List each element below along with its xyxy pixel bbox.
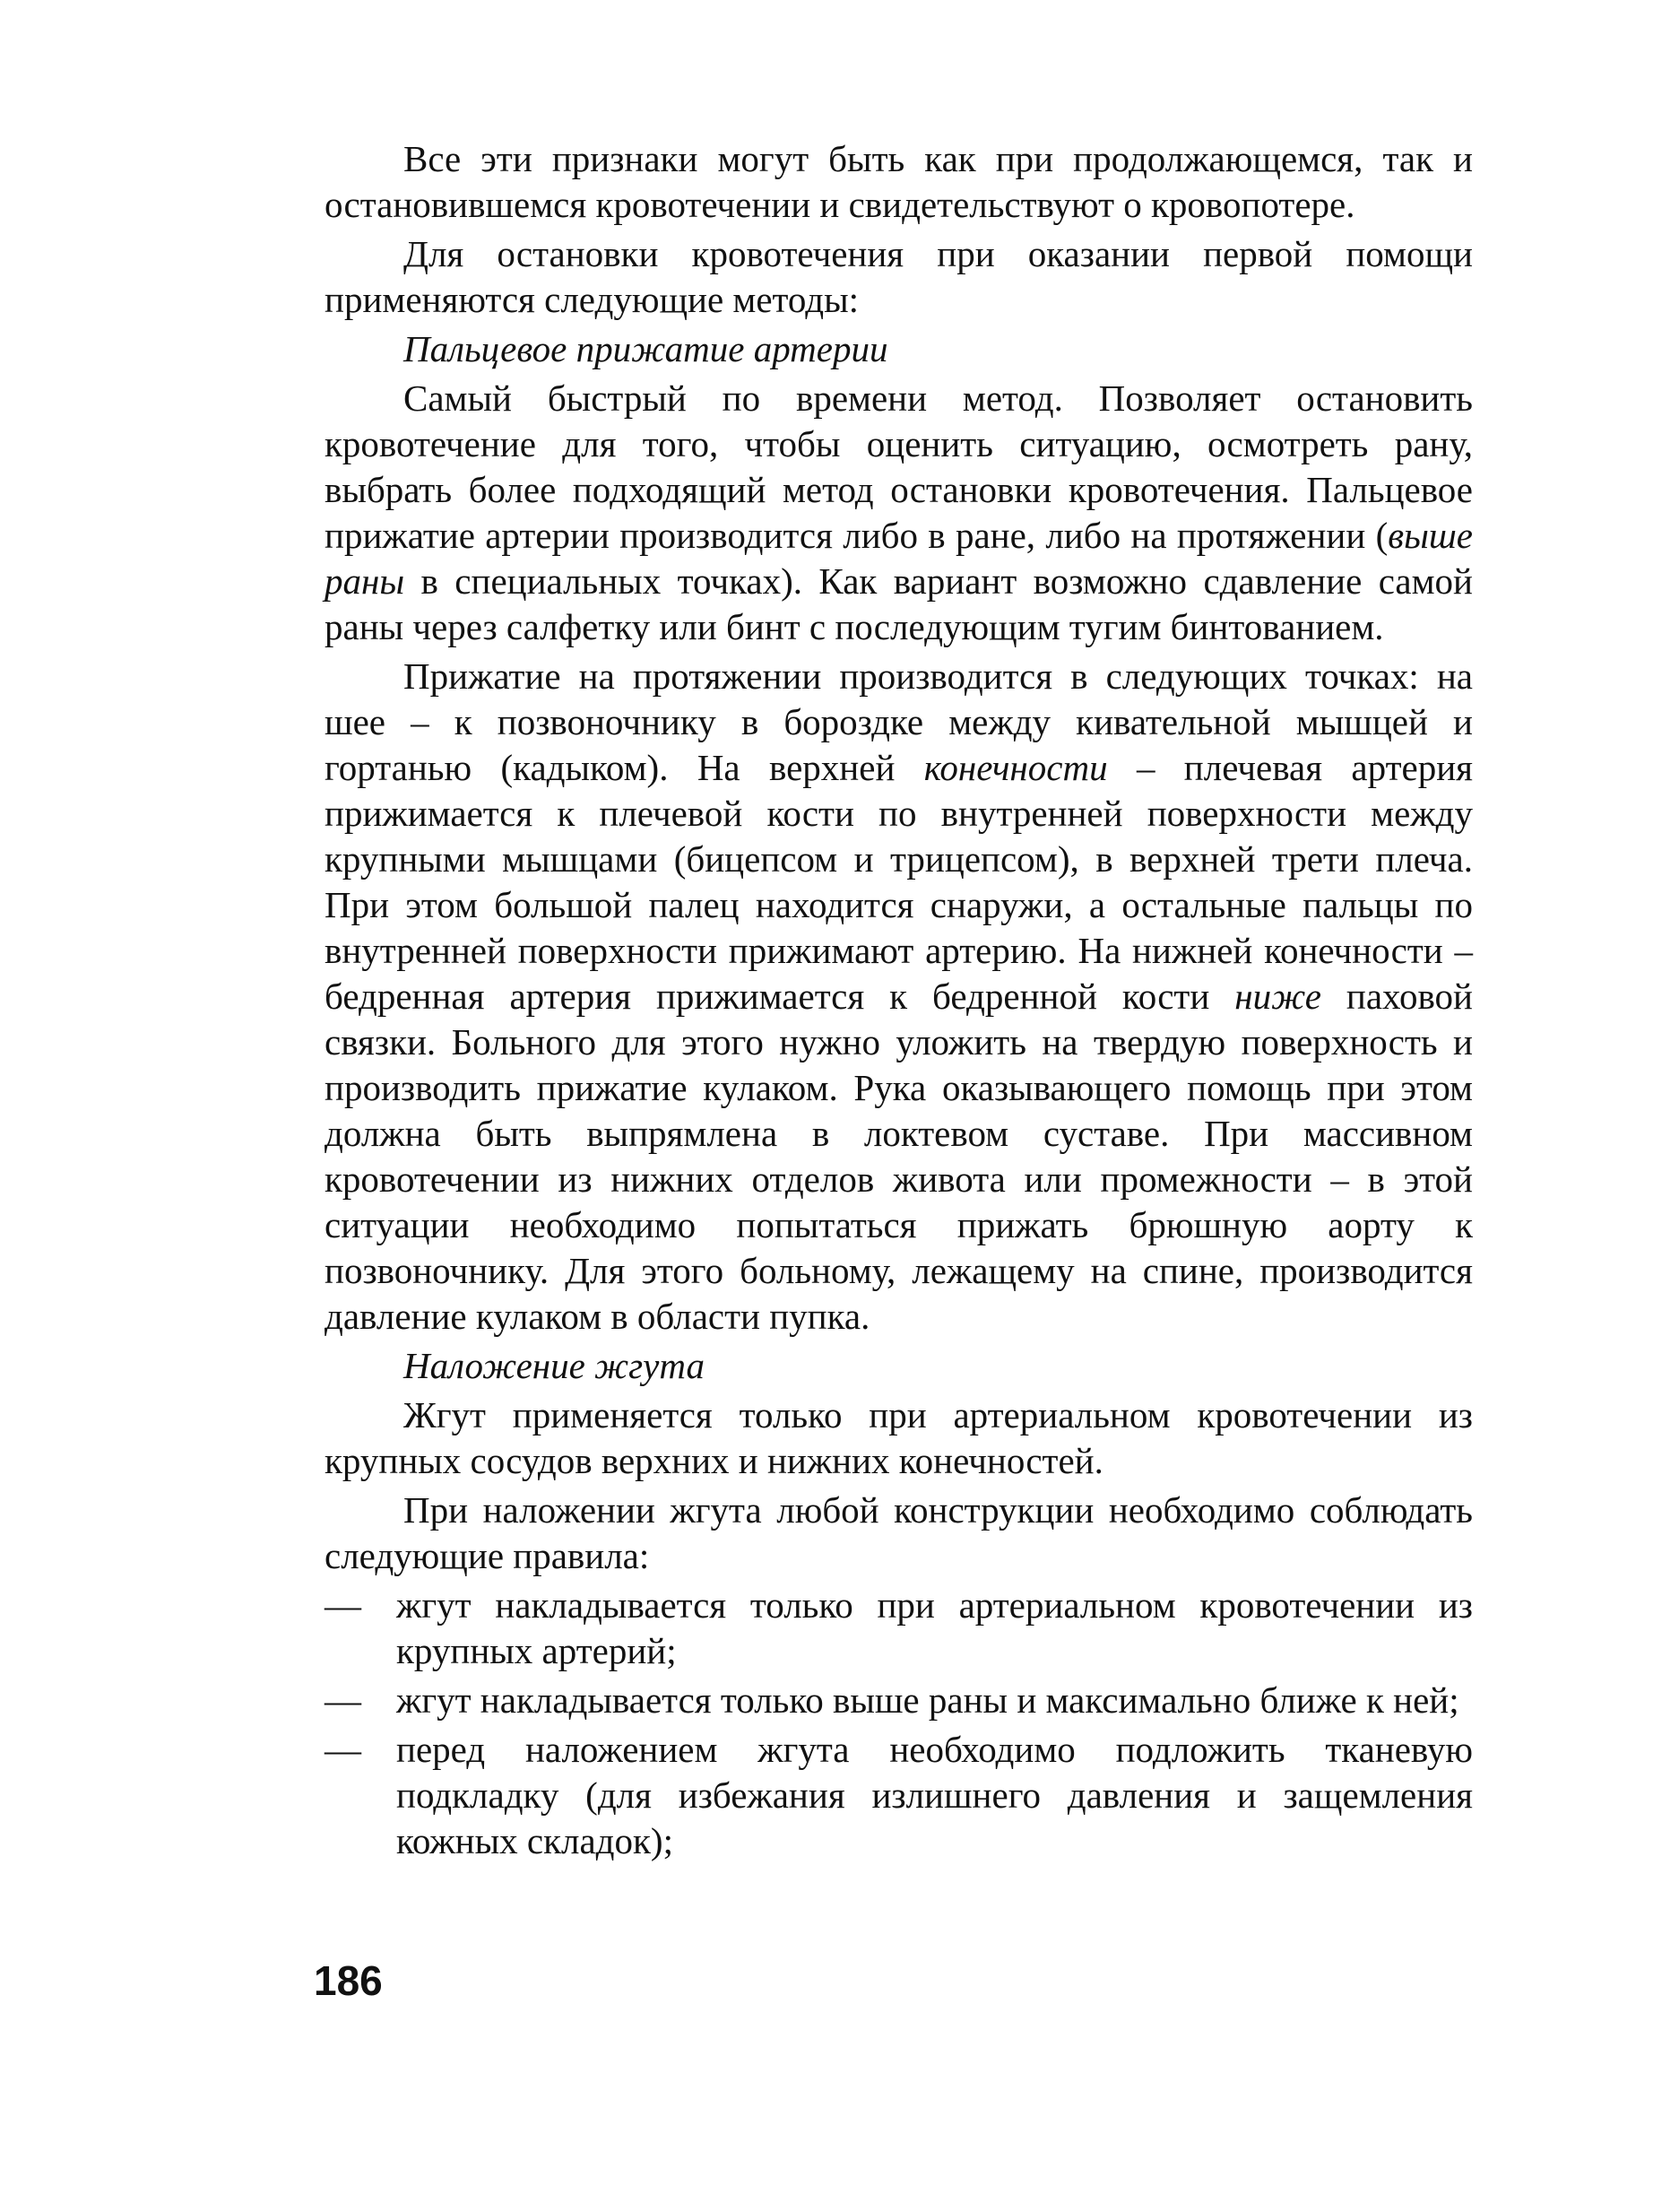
paragraph-pressure-points	[325, 654, 1473, 1340]
list-item	[325, 1727, 1473, 1864]
text-span: паховой связки. Больного для этого нужно уложить на твердую поверхность и производить прижатие кулаком. Рука оказывающего помощь при этом должна быть выпрямлена в локтевом суставе. При массивном кровотечении из нижних отделов живота или промежности – в этой ситуации необходимо попытаться прижать брюшную аорту к позвоночнику. Для этого больному, лежащему на спине, производится давление кулаком в области пупка.	[325, 976, 1473, 1337]
text-span: – плечевая артерия прижимается к плечевой кости по внутренней поверхности между крупными мышцами (бицепсом и трицепсом), в верхней трети плеча. При этом большой палец находится снаружи, а остальные пальцы по внутренней поверхности прижимают артерию. На нижней конечности – бедренная артерия прижимается к бедренной кости	[325, 747, 1473, 1017]
emphasis-above-wound: выше раны	[325, 515, 1473, 602]
list-dash: —	[325, 1679, 361, 1721]
list-item	[325, 1678, 1473, 1723]
tourniquet-rules-list	[325, 1583, 1473, 1864]
emphasis-limb: конечности	[923, 747, 1108, 788]
page-number: 186	[314, 1957, 383, 2004]
paragraph-tourniquet-use: Жгут применяется только при артериальном кровотечении из крупных сосудов верхних и нижних конечностей.	[325, 1394, 1473, 1481]
subheading-finger-pressure: Пальцевое прижатие артерии	[403, 328, 888, 369]
list-item-text: жгут накладывается только выше раны и максимально ближе к ней;	[396, 1679, 1459, 1721]
subheading-tourniquet: Наложение жгута	[403, 1345, 705, 1386]
paragraph-finger-pressure	[325, 376, 1473, 650]
text-span: Прижатие на протяжении производится в следующих точках: на шее – к позвоночнику в бороздке между кивательной мышцей и гортанью (кадыком). На верхней	[325, 655, 1473, 788]
text-span: в специальных точках). Как вариант возможно сдавление самой раны через салфетку или бинт с последующим тугим бинтованием.	[325, 560, 1473, 647]
page-body	[325, 136, 1473, 1868]
list-item-text: жгут накладывается только при артериальном кровотечении из крупных артерий;	[396, 1584, 1473, 1671]
emphasis-below: ниже	[1234, 976, 1321, 1017]
list-item	[325, 1583, 1473, 1674]
paragraph-tourniquet-rules-intro: При наложении жгута любой конструкции необходимо соблюдать следующие правила:	[325, 1489, 1473, 1576]
paragraph-methods-intro: Для остановки кровотечения при оказании первой помощи применяются следующие методы:	[325, 233, 1473, 320]
list-dash: —	[325, 1584, 361, 1626]
text-span: Самый быстрый по времени метод. Позволяет остановить кровотечение для того, чтобы оценить ситуацию, осмотреть рану, выбрать более подходящий метод остановки кровотечения. Пальцевое прижатие артерии производится либо в ране, либо на протяжении (	[325, 377, 1473, 556]
list-dash: —	[325, 1729, 361, 1770]
paragraph-blood-loss-signs: Все эти признаки могут быть как при продолжающемся, так и остановившемся кровотечении и свидетельствуют о кровопотере.	[325, 138, 1473, 225]
list-item-text: перед наложением жгута необходимо подложить тканевую подкладку (для избежания излишнего давления и защемления кожных складок);	[396, 1729, 1473, 1861]
